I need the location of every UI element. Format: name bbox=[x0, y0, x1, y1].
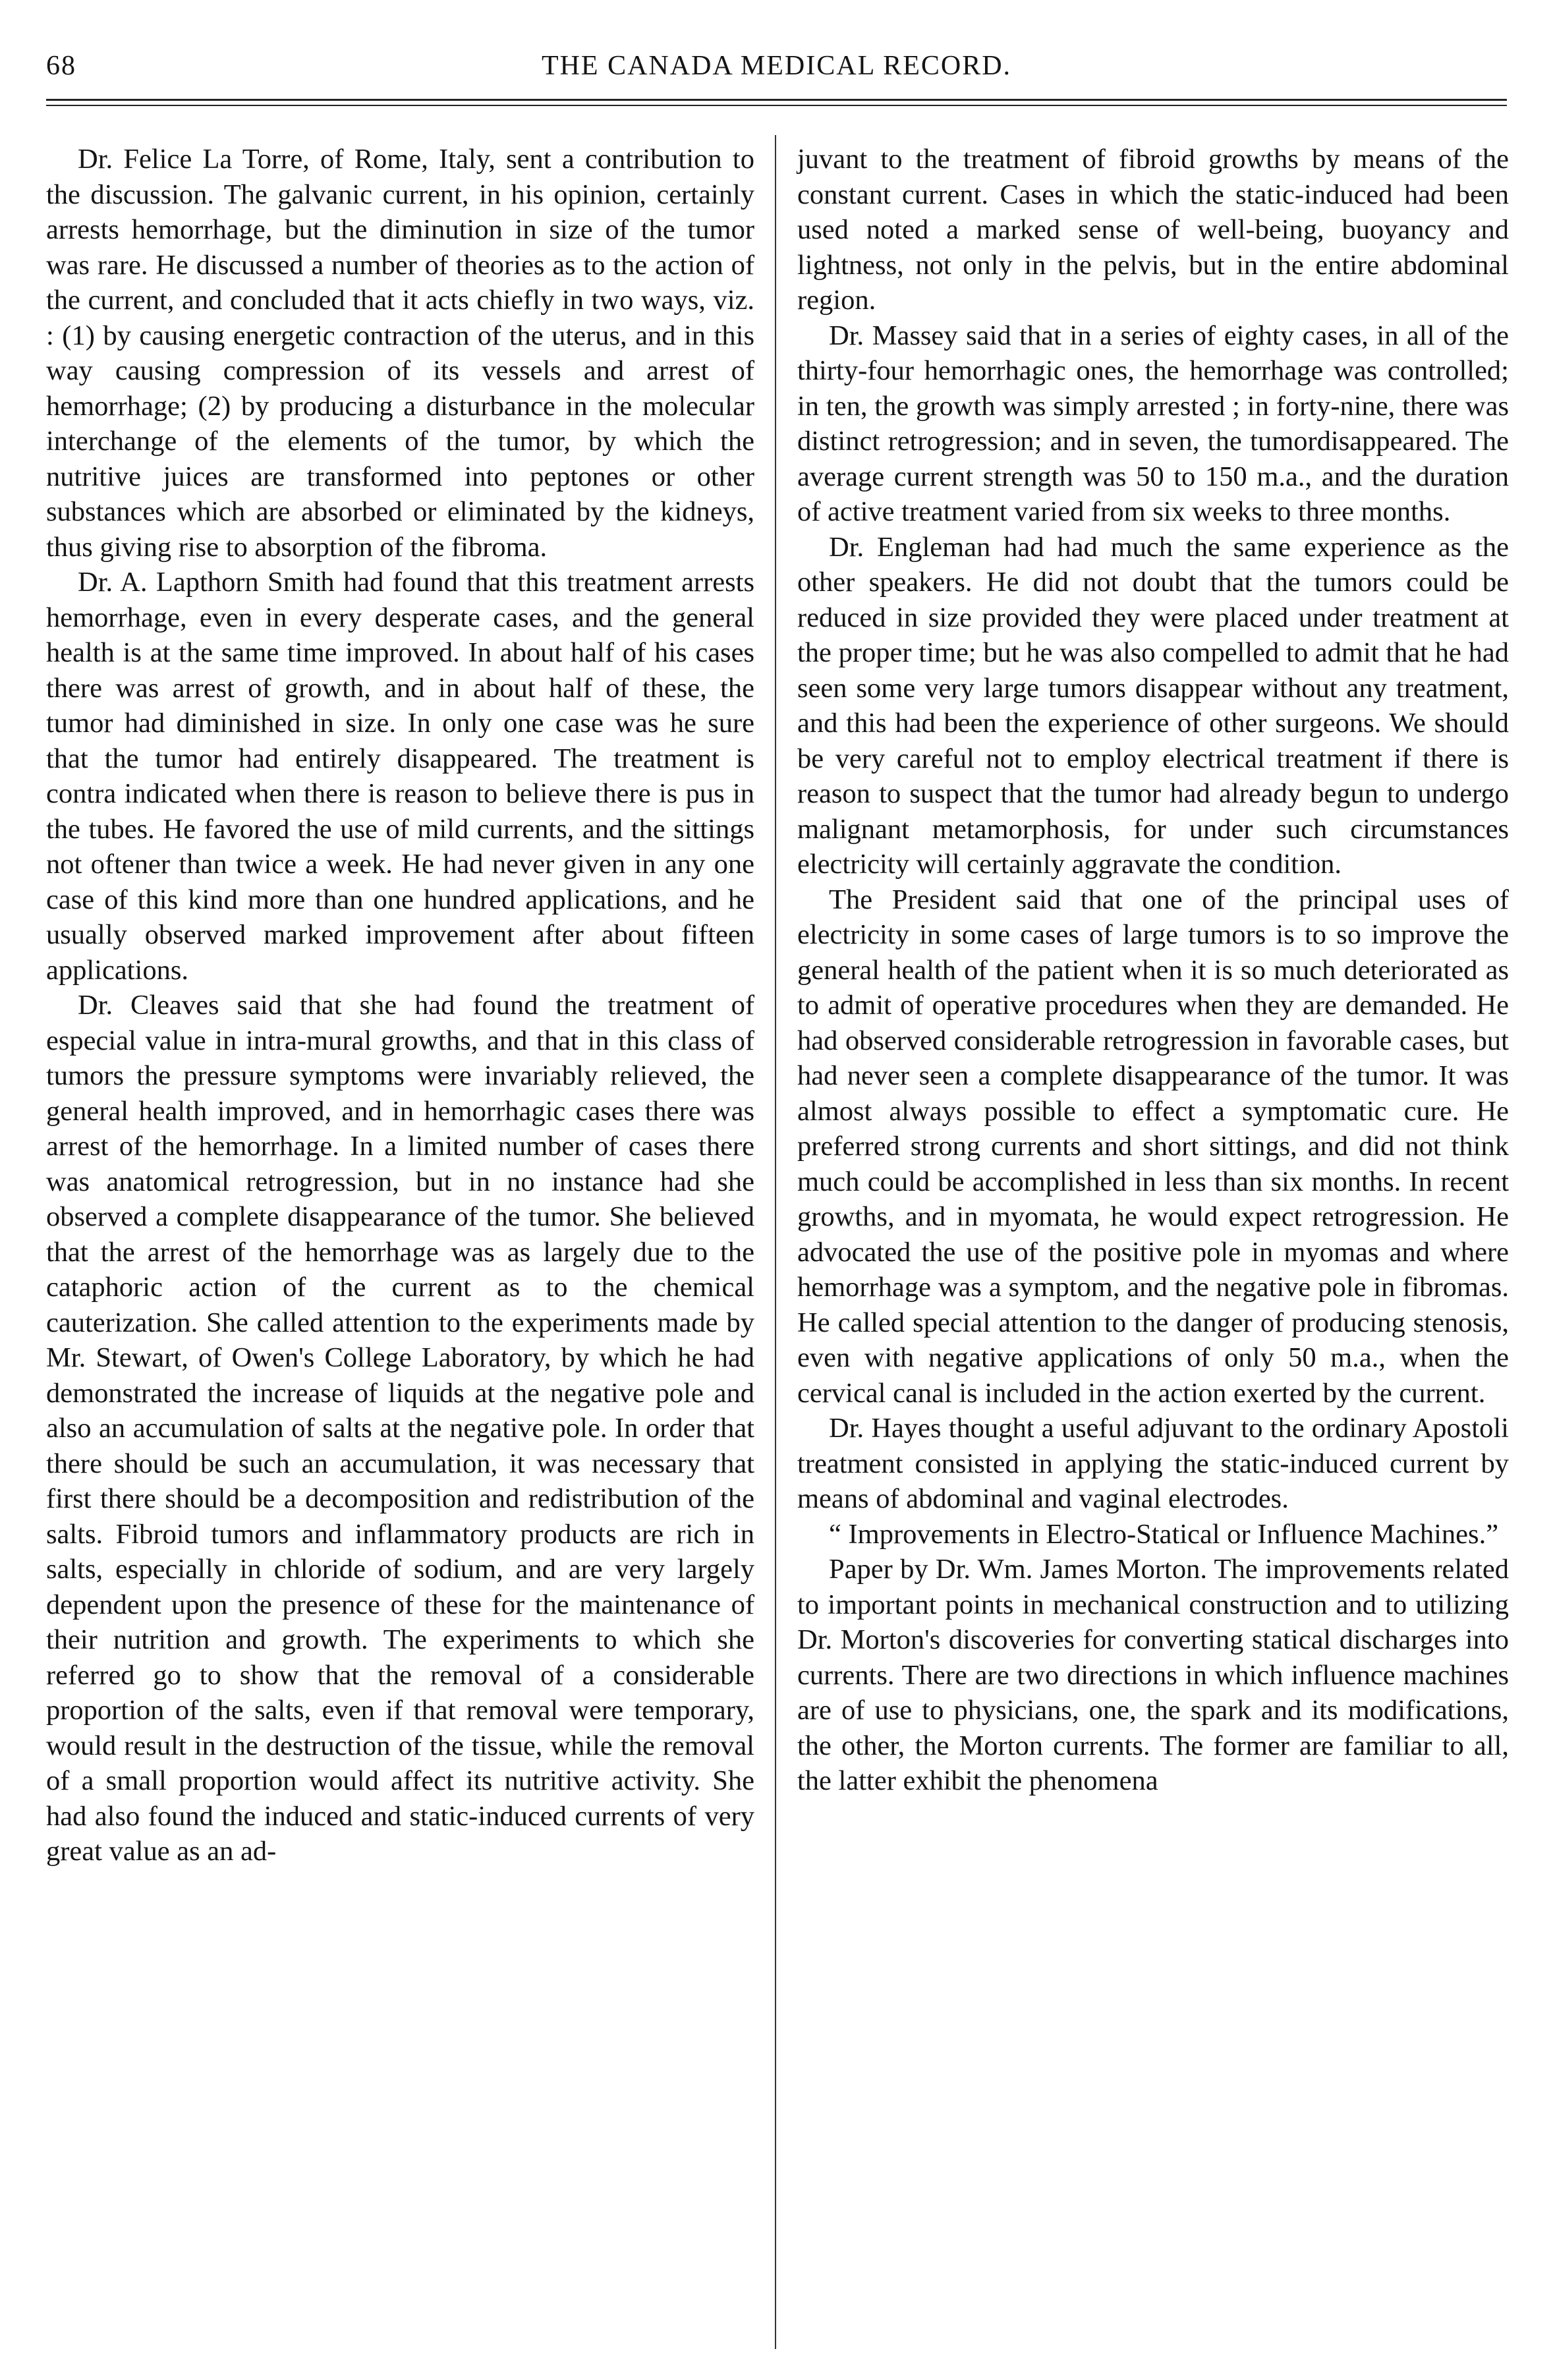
column-divider bbox=[775, 135, 776, 2349]
paper-title: “ Improvements in Electro-Statical or Influence Machines.” bbox=[829, 1518, 1499, 1550]
paragraph-hayes: Dr. Hayes thought a useful adjuvant to the ordinary Apostoli treatment consisted in applying the static-induced current by means of abdominal and vaginal electrodes. bbox=[797, 1413, 1509, 1514]
paragraph-president: The President said that one of the principal uses of electricity in some cases of large tumors is to so improve the general health of the patient when it is so much deteriorated as to admit of operative procedures when they are demanded. He had observed considerable retrogression in favorable cases, but had never seen a complete disappearance of the tumor. It was almost always possible to effect a symptomatic cure. He preferred strong currents and short sittings, and did not think much could be accomplished in less than six months. In recent growths, and in myomata, he would expect retrogression. He advocated the use of the positive pole in myomas and where hemorrhage was a symptom, and the negative pole in fibromas. He called special attention to the danger of producing stenosis, even with negative applications of only 50 m.a., when the cervical canal is included in the action exerted by the current. bbox=[797, 884, 1509, 1409]
header-rule bbox=[46, 99, 1507, 106]
paragraph-cleaves: Dr. Cleaves said that she had found the treatment of especial value in intra-mural growths, and that in this class of tumors the pressure symptoms were invariably relieved, the general health improved, and in hemorrhagic cases there was arrest of the hemorrhage. In a limited number of cases there was anatomical retrogression, but in no instance had she observed a complete disappearance of the tumor. She believed that the arrest of the hemorrhage was as largely due to the cataphoric action of the current as to the chemical cauterization. She called attention to the experiments made by Mr. Stewart, of Owen's College Laboratory, by which he had demonstrated the increase of liquids at the negative pole and also an accumulation of salts at the negative pole. In order that there should be such an accumulation, it was necessary that first there should be a decomposition and redistribution of the salts. Fibroid tumors and inflammatory products are rich in salts, especially in chloride of sodium, and are very largely dependent upon the presence of these for the maintenance of their nutrition and growth. The experiments to which she referred go to show that the removal of a considerable proportion of the salts, even if that removal were temporary, would result in the destruction of the tissue, while the removal of a small proportion would affect its nutritive activity. She had also found the induced and static-induced currents of very great value as an ad- bbox=[46, 990, 754, 1867]
paragraph-massey: Dr. Massey said that in a series of eighty cases, in all of the thirty-four hemorrhagic ones, the hemorrhage was controlled; in ten, the growth was simply arrested ; in forty-nine, there was distinct retrogression; and in seven, the tumordisappeared. The average current strength was 50 to 150 m.a., and the duration of active treatment varied from six weeks to three months. bbox=[797, 320, 1509, 527]
page-number: 68 bbox=[46, 51, 76, 81]
paragraph-cleaves-continued: juvant to the treatment of fibroid growths by means of the constant current. Cases in which the static-induced had been used noted a marked sense of well-being, buoyancy and lightness, not only in the pelvis, but in the entire abdominal region. bbox=[797, 144, 1509, 316]
paragraph-engleman: Dr. Engleman had had much the same experience as the other speakers. He did not doubt that the tumors could be reduced in size provided they were placed under treatment at the proper time; but he was also compelled to admit that he had seen some very large tumors disappear without any treatment, and this had been the experience of other surgeons. We should be very careful not to employ electrical treatment if there is reason to suspect that the tumor had already begun to undergo malignant metamorphosis, for under such circumstances electricity will certainly aggravate the condition. bbox=[797, 531, 1509, 880]
paragraph-lapthorn-smith: Dr. A. Lapthorn Smith had found that this treatment arrests hemorrhage, even in every desperate cases, and the general health is at the same time improved. In about half of his cases there was arrest of growth, and in about half of these, the tumor had diminished in size. In only one case was he sure that the tumor had entirely disappeared. The treatment is contra indicated when there is reason to believe there is pus in the tubes. He favored the use of mild currents, and the sittings not oftener than twice a week. He had never given in any one case of this kind more than one hundred applications, and he usually observed marked improvement after about fifteen applications. bbox=[46, 567, 754, 986]
paragraph-morton: Paper by Dr. Wm. James Morton. The improvements related to important points in mechanical construction and to utilizing Dr. Morton's discoveries for converting statical discharges into currents. There are two directions in which influence machines are of use to physicians, one, the spark and its modifications, the other, the Morton currents. The former are familiar to all, the latter exhibit the phenomena bbox=[797, 1554, 1509, 1796]
paragraph-la-torre: Dr. Felice La Torre, of Rome, Italy, sent a contribution to the discussion. The galvanic current, in his opinion, certainly arrests hemorrhage, but the diminution in size of the tumor was rare. He discussed a number of theories as to the action of the current, and concluded that it acts chiefly in two ways, viz. : (1) by causing energetic contraction of the uterus, and in this way causing compression of its vessels and arrest of hemorrhage; (2) by producing a disturbance in the molecular interchange of the elements of the tumor, by which the nutritive juices are transformed into peptones or other substances which are absorbed or eliminated by the kidneys, thus giving rise to absorption of the fibroma. bbox=[46, 144, 754, 563]
left-column bbox=[46, 142, 754, 1869]
journal-title: THE CANADA MEDICAL RECORD. bbox=[541, 51, 1012, 81]
right-column bbox=[797, 142, 1509, 1799]
page-header bbox=[46, 45, 1507, 91]
